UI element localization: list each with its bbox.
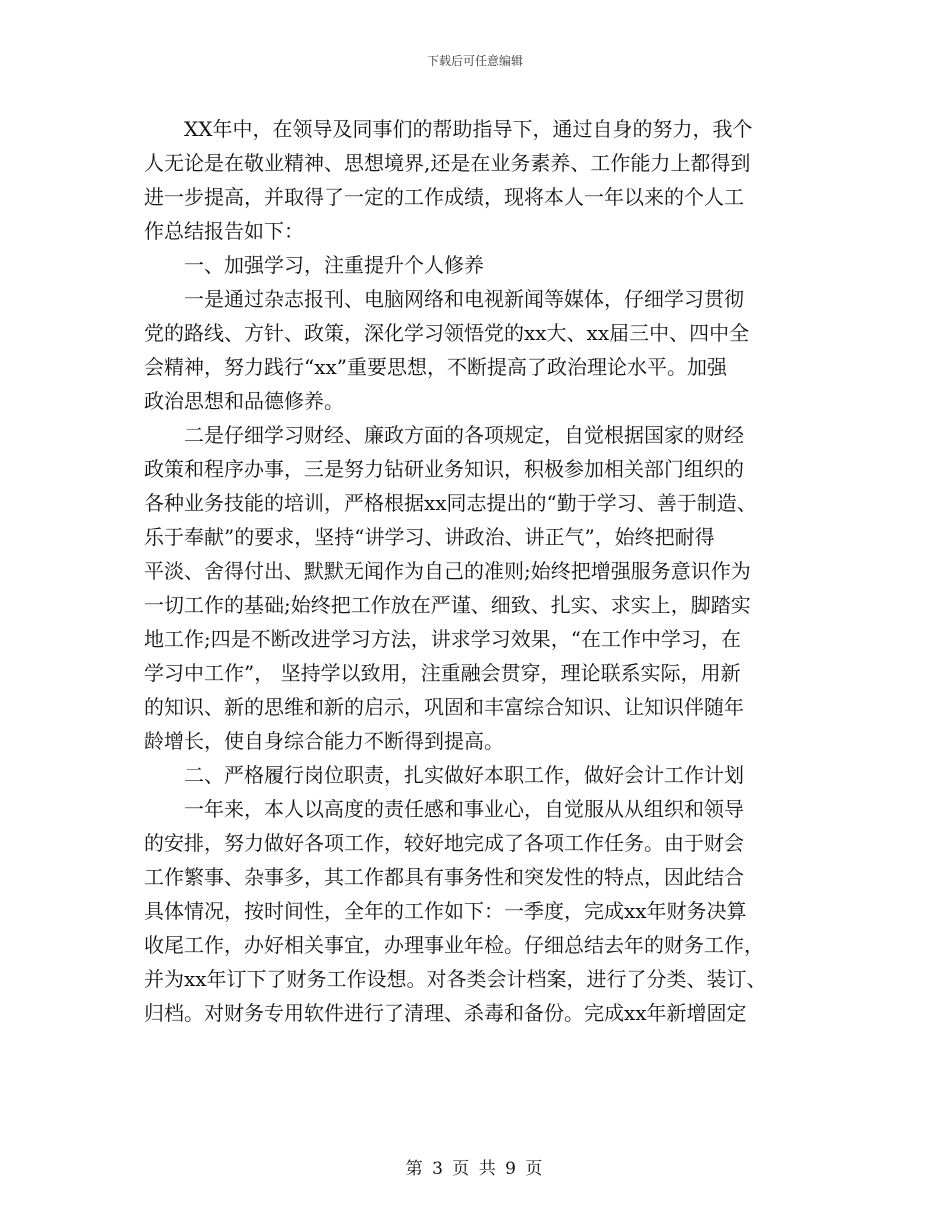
text-line: 并为xx年订下了财务工作设想。对各类会计档案，进行了分类、装订、	[144, 967, 767, 991]
paragraph-first-line: 一、加强学习，注重提升个人修养	[184, 253, 484, 277]
text-line: 一切工作的基础;始终把工作放在严谨、细致、扎实、求实上，脚踏实	[144, 593, 751, 617]
text-line: 进一步提高，并取得了一定的工作成绩，现将本人一年以来的个人工	[144, 185, 744, 209]
paragraph-first-line: 二是仔细学习财经、廉政方面的各项规定，自觉根据国家的财经	[184, 423, 744, 447]
text-line: 各种业务技能的培训，严格根据xx同志提出的“勤于学习、善于制造、	[144, 491, 757, 515]
paragraph-first-line: XX年中，在领导及同事们的帮助指导下，通过自身的努力，我个	[184, 117, 753, 141]
text-line: 学习中工作”， 坚持学以致用，注重融会贯穿，理论联系实际，用新	[144, 661, 741, 685]
text-line: 的知识、新的思维和新的启示，巩固和丰富综合知识、让知识伴随年	[144, 695, 744, 719]
paragraph-first-line: 一年来，本人以高度的责任感和事业心，自觉服从从组织和领导	[184, 797, 744, 821]
text-line: 党的路线、方针、政策，深化学习领悟党的xx大、xx届三中、四中全	[144, 321, 750, 345]
text-line: 工作繁事、杂事多，其工作都具有事务性和突发性的特点，因此结合	[144, 865, 744, 889]
text-line: 政治思想和品德修养。	[144, 389, 344, 413]
paragraph-first-line: 二、严格履行岗位职责，扎实做好本职工作，做好会计工作计划	[184, 763, 744, 787]
document-body	[144, 112, 824, 1030]
text-line: 具体情况，按时间性，全年的工作如下：一季度，完成xx年财务决算	[144, 899, 747, 923]
text-line: 收尾工作，办好相关事宜，办理事业年检。仔细总结去年的财务工作，	[144, 933, 764, 957]
paragraph-first-line: 一是通过杂志报刊、电脑网络和电视新闻等媒体，仔细学习贯彻	[184, 287, 744, 311]
page-number: 第 3 页 共 9 页	[405, 1159, 545, 1179]
text-line: 作总结报告如下：	[144, 219, 304, 243]
text-line: 人无论是在敬业精神、思想境界,还是在业务素养、工作能力上都得到	[144, 151, 751, 175]
text-line: 政策和程序办事，三是努力钻研业务知识，积极参加相关部门组织的	[144, 457, 744, 481]
page-header: 下载后可任意编辑	[426, 54, 523, 68]
text-line: 归档。对财务专用软件进行了清理、杀毒和备份。完成xx年新增固定	[144, 1001, 747, 1025]
text-line: 地工作;四是不断改进学习方法，讲求学习效果，“在工作中学习，在	[144, 627, 741, 651]
text-line: 平淡、舍得付出、默默无闻作为自己的准则;始终把增强服务意识作为	[144, 559, 751, 583]
text-line: 乐于奉献”的要求，坚持“讲学习、讲政治、讲正气”，始终把耐得	[144, 525, 715, 549]
text-line: 会精神，努力践行“xx”重要思想，不断提高了政治理论水平。加强	[144, 355, 728, 379]
text-line: 的安排，努力做好各项工作，较好地完成了各项工作任务。由于财会	[144, 831, 744, 855]
text-line: 龄增长，使自身综合能力不断得到提高。	[144, 729, 504, 753]
